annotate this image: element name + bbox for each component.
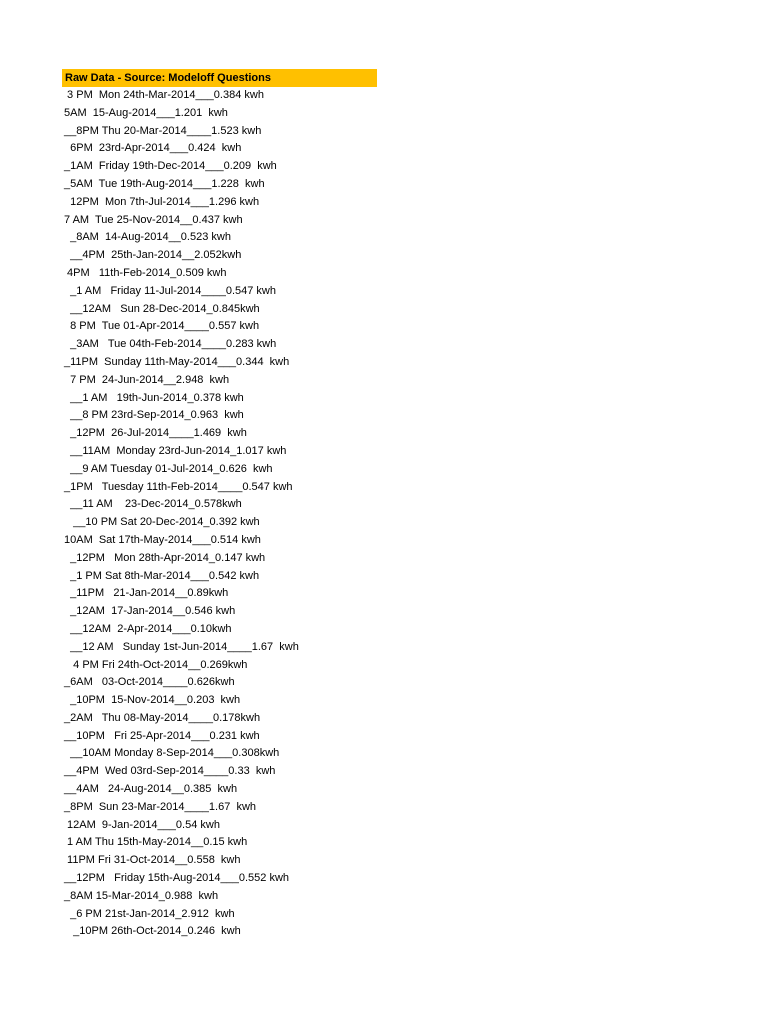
raw-data-row[interactable]: _12PM Mon 28th-Apr-2014_0.147 kwh (64, 551, 266, 564)
raw-data-row[interactable]: 1 AM Thu 15th-May-2014__0.15 kwh (64, 836, 248, 849)
raw-data-row[interactable]: _10PM 26th-Oct-2014_0.246 kwh (64, 925, 241, 938)
raw-data-row[interactable]: 7 AM Tue 25-Nov-2014__0.437 kwh (64, 213, 243, 226)
raw-data-row[interactable]: _6AM 03-Oct-2014____0.626kwh (64, 676, 235, 689)
raw-data-row[interactable]: __12 AM Sunday 1st-Jun-2014____1.67 kwh (64, 640, 299, 653)
raw-data-row[interactable]: __12AM Sun 28-Dec-2014_0.845kwh (64, 302, 260, 315)
raw-data-row[interactable]: __1 AM 19th-Jun-2014_0.378 kwh (64, 391, 244, 404)
raw-data-row[interactable]: 12PM Mon 7th-Jul-2014___1.296 kwh (64, 195, 260, 208)
raw-data-row[interactable]: _12AM 17-Jan-2014__0.546 kwh (64, 605, 236, 618)
raw-data-row[interactable]: __11 AM 23-Dec-2014_0.578kwh (64, 498, 242, 511)
raw-data-row[interactable]: 6PM 23rd-Apr-2014___0.424 kwh (64, 142, 242, 155)
raw-data-row[interactable]: __4PM Wed 03rd-Sep-2014____0.33 kwh (64, 765, 276, 778)
raw-data-row[interactable]: __9 AM Tuesday 01-Jul-2014_0.626 kwh (64, 462, 273, 475)
raw-data-row[interactable]: _8AM 15-Mar-2014_0.988 kwh (64, 889, 219, 902)
raw-data-row[interactable]: _5AM Tue 19th-Aug-2014___1.228 kwh (64, 177, 265, 190)
raw-data-row[interactable]: _3AM Tue 04th-Feb-2014____0.283 kwh (64, 338, 277, 351)
raw-data-row[interactable]: __4PM 25th-Jan-2014__2.052kwh (64, 249, 242, 262)
raw-data-row[interactable]: __12AM 2-Apr-2014___0.10kwh (64, 622, 232, 635)
raw-data-row[interactable]: __12PM Friday 15th-Aug-2014___0.552 kwh (64, 872, 290, 885)
raw-data-row[interactable]: 7 PM 24-Jun-2014__2.948 kwh (64, 373, 230, 386)
raw-data-row[interactable]: _12PM 26-Jul-2014____1.469 kwh (64, 427, 247, 440)
raw-data-row[interactable]: __10 PM Sat 20-Dec-2014_0.392 kwh (64, 516, 260, 529)
raw-data-row[interactable]: __8 PM 23rd-Sep-2014_0.963 kwh (64, 409, 244, 422)
raw-data-row[interactable]: _10PM 15-Nov-2014__0.203 kwh (64, 694, 241, 707)
raw-data-row[interactable]: 11PM Fri 31-Oct-2014__0.558 kwh (64, 854, 241, 867)
raw-data-row[interactable]: __10PM Fri 25-Apr-2014___0.231 kwh (64, 729, 260, 742)
raw-data-row[interactable]: _2AM Thu 08-May-2014____0.178kwh (64, 711, 261, 724)
raw-data-row[interactable]: __8PM Thu 20-Mar-2014____1.523 kwh (64, 124, 262, 137)
raw-data-row[interactable]: _1PM Tuesday 11th-Feb-2014____0.547 kwh (64, 480, 293, 493)
raw-data-row[interactable]: _11PM 21-Jan-2014__0.89kwh (64, 587, 229, 600)
raw-data-row[interactable]: _8PM Sun 23-Mar-2014____1.67 kwh (64, 800, 257, 813)
raw-data-row[interactable]: __11AM Monday 23rd-Jun-2014_1.017 kwh (64, 444, 287, 457)
raw-data-row[interactable]: _1AM Friday 19th-Dec-2014___0.209 kwh (64, 160, 277, 173)
raw-data-row[interactable]: _11PM Sunday 11th-May-2014___0.344 kwh (64, 355, 290, 368)
raw-data-row[interactable]: _8AM 14-Aug-2014__0.523 kwh (64, 231, 231, 244)
raw-data-header-cell[interactable]: Raw Data - Source: Modeloff Questions (62, 69, 377, 87)
raw-data-row[interactable]: 3 PM Mon 24th-Mar-2014___0.384 kwh (64, 89, 264, 101)
raw-data-row[interactable]: __10AM Monday 8-Sep-2014___0.308kwh (64, 747, 280, 760)
raw-data-list (62, 87, 382, 941)
raw-data-row[interactable]: 5AM 15-Aug-2014___1.201 kwh (64, 106, 228, 119)
raw-data-sheet (62, 69, 382, 941)
raw-data-row[interactable]: 8 PM Tue 01-Apr-2014____0.557 kwh (64, 320, 260, 333)
raw-data-row[interactable]: 4 PM Fri 24th-Oct-2014__0.269kwh (64, 658, 248, 671)
raw-data-row[interactable]: 12AM 9-Jan-2014___0.54 kwh (64, 818, 220, 831)
raw-data-row[interactable]: 10AM Sat 17th-May-2014___0.514 kwh (64, 533, 261, 546)
raw-data-row[interactable]: 4PM 11th-Feb-2014_0.509 kwh (64, 266, 227, 279)
raw-data-row[interactable]: _1 AM Friday 11-Jul-2014____0.547 kwh (64, 284, 276, 297)
raw-data-row[interactable]: __4AM 24-Aug-2014__0.385 kwh (64, 783, 238, 796)
raw-data-row[interactable]: _1 PM Sat 8th-Mar-2014___0.542 kwh (64, 569, 260, 582)
raw-data-row[interactable]: _6 PM 21st-Jan-2014_2.912 kwh (64, 907, 235, 920)
